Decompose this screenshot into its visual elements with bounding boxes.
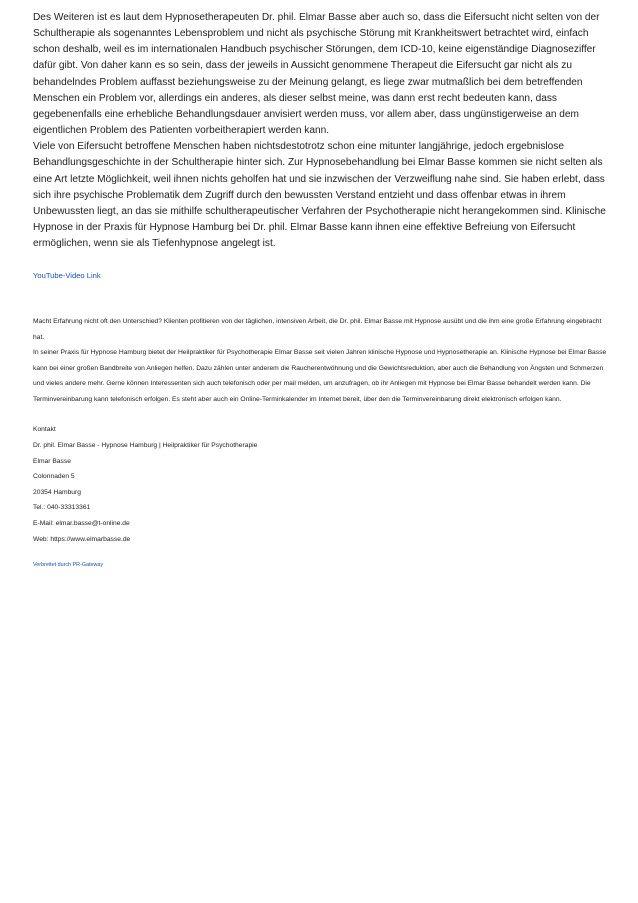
contact-street: Colonnaden 5 [33, 473, 75, 481]
pr-gateway-link[interactable]: Verbreitet durch PR-Gateway [33, 562, 104, 569]
contact-web: Web: https://www.elmarbasse.de [33, 535, 131, 543]
contact-name: Elmar Basse [33, 457, 71, 465]
article-paragraph-2: Viele von Eifersucht betroffene Menschen haben nichtsdestotrotz schon eine mitunter langjährige, jedoch ergebnislose Behandlungsgeschichte in der Schultherapie hinter sich. Zur Hypnosebehandlung bei Elmar Basse kommen sie nicht selten als eine Art letzte Möglichkeit, weil ihnen nichts geholfen hat und sie inzwischen der Verzweiflung nahe sind. Sie haben erlebt, dass sich ihre psychische Problematik dem Zugriff durch den bewussten Verstand entzieht und dass offenbar etwas in ihrem Unbewussten liegt, an das sie mithilfe schultherapeutischer Verfahren der Psychotherapie nicht herangekommen sind. Klinische Hypnose in der Praxis für Hypnose Hamburg bei Dr. phil. Elmar Basse kann ihnen eine effektive Befreiung von Eifersucht ermöglichen, wenn sie als Tiefenhypnose angelegt ist. [33, 141, 606, 250]
contact-block [33, 422, 608, 547]
document-page [33, 10, 608, 570]
boilerplate [33, 314, 608, 407]
contact-email: E-Mail: elmar.basse@t-online.de [33, 519, 130, 527]
youtube-video-link[interactable]: YouTube-Video Link [33, 271, 101, 281]
contact-company: Dr. phil. Elmar Basse - Hypnose Hamburg | Heilpraktiker für Psychotherapie [33, 441, 258, 449]
contact-heading: Kontakt [33, 426, 56, 434]
contact-phone: Tel.: 040-33313361 [33, 504, 91, 512]
article-body [33, 10, 608, 252]
article-paragraph-1: Des Weiteren ist es laut dem Hypnosetherapeuten Dr. phil. Elmar Basse aber auch so, dass die Eifersucht nicht selten von der Schultherapie als sogenanntes Lebensproblem und nicht als psychische Störung mit Krankheitswert betrachtet wird, einfach schon deshalb, weil es im internationalen Handbuch psychischer Störungen, dem ICD-10, keine eigenständige Diagnoseziffer dafür gibt. Von daher kann es so sein, dass der jeweils in Aussicht genommene Therapeut die Eifersucht gar nicht als zu behandelndes Problem auffasst beziehungsweise zu der Meinung gelangt, es liege zwar mutmaßlich bei dem betreffenden Menschen ein Problem vor, allerdings ein anderes, als dieser selbst meine, was dann erst recht bedeuten kann, dass gegebenenfalls eine erhebliche Behandlungsdauer anvisiert werden muss, vor allem aber, dass ungünstigerweise an dem eigentlichen Problem des Patienten vorbeitherapiert werden kann. [33, 12, 600, 137]
boilerplate-paragraph-1: Macht Erfahrung nicht oft den Unterschied? Klienten profitieren von der täglichen, intensiven Arbeit, die Dr. phil. Elmar Basse mit Hypnose ausübt und die ihm eine große Erfahrung eingebracht hat. [33, 318, 602, 341]
boilerplate-paragraph-2: In seiner Praxis für Hypnose Hamburg bietet der Heilpraktiker für Psychotherapie Elmar Basse seit vielen Jahren klinische Hypnose und Hypnosetherapie an. Klinische Hypnose bei Elmar Basse kann bei einer großen Bandbreite von Anliegen helfen. Dazu zählen unter anderem die Raucherentwöhnung und die Gewichtsreduktion, aber auch die Behandlung von Ängsten und Schmerzen und vieles andere mehr. Gerne können Interessenten sich auch telefonisch oder per mail melden, um anzufragen, ob ihr Anliegen mit Hypnose bei Elmar Basse behandelt werden kann. Die Terminvereinbarung kann telefonisch erfolgen. Es steht aber auch ein Online-Terminkalender im Internet bereit, über den die Terminvereinbarung direkt elektronisch erfolgen kann. [33, 349, 607, 403]
contact-city: 20354 Hamburg [33, 488, 81, 496]
